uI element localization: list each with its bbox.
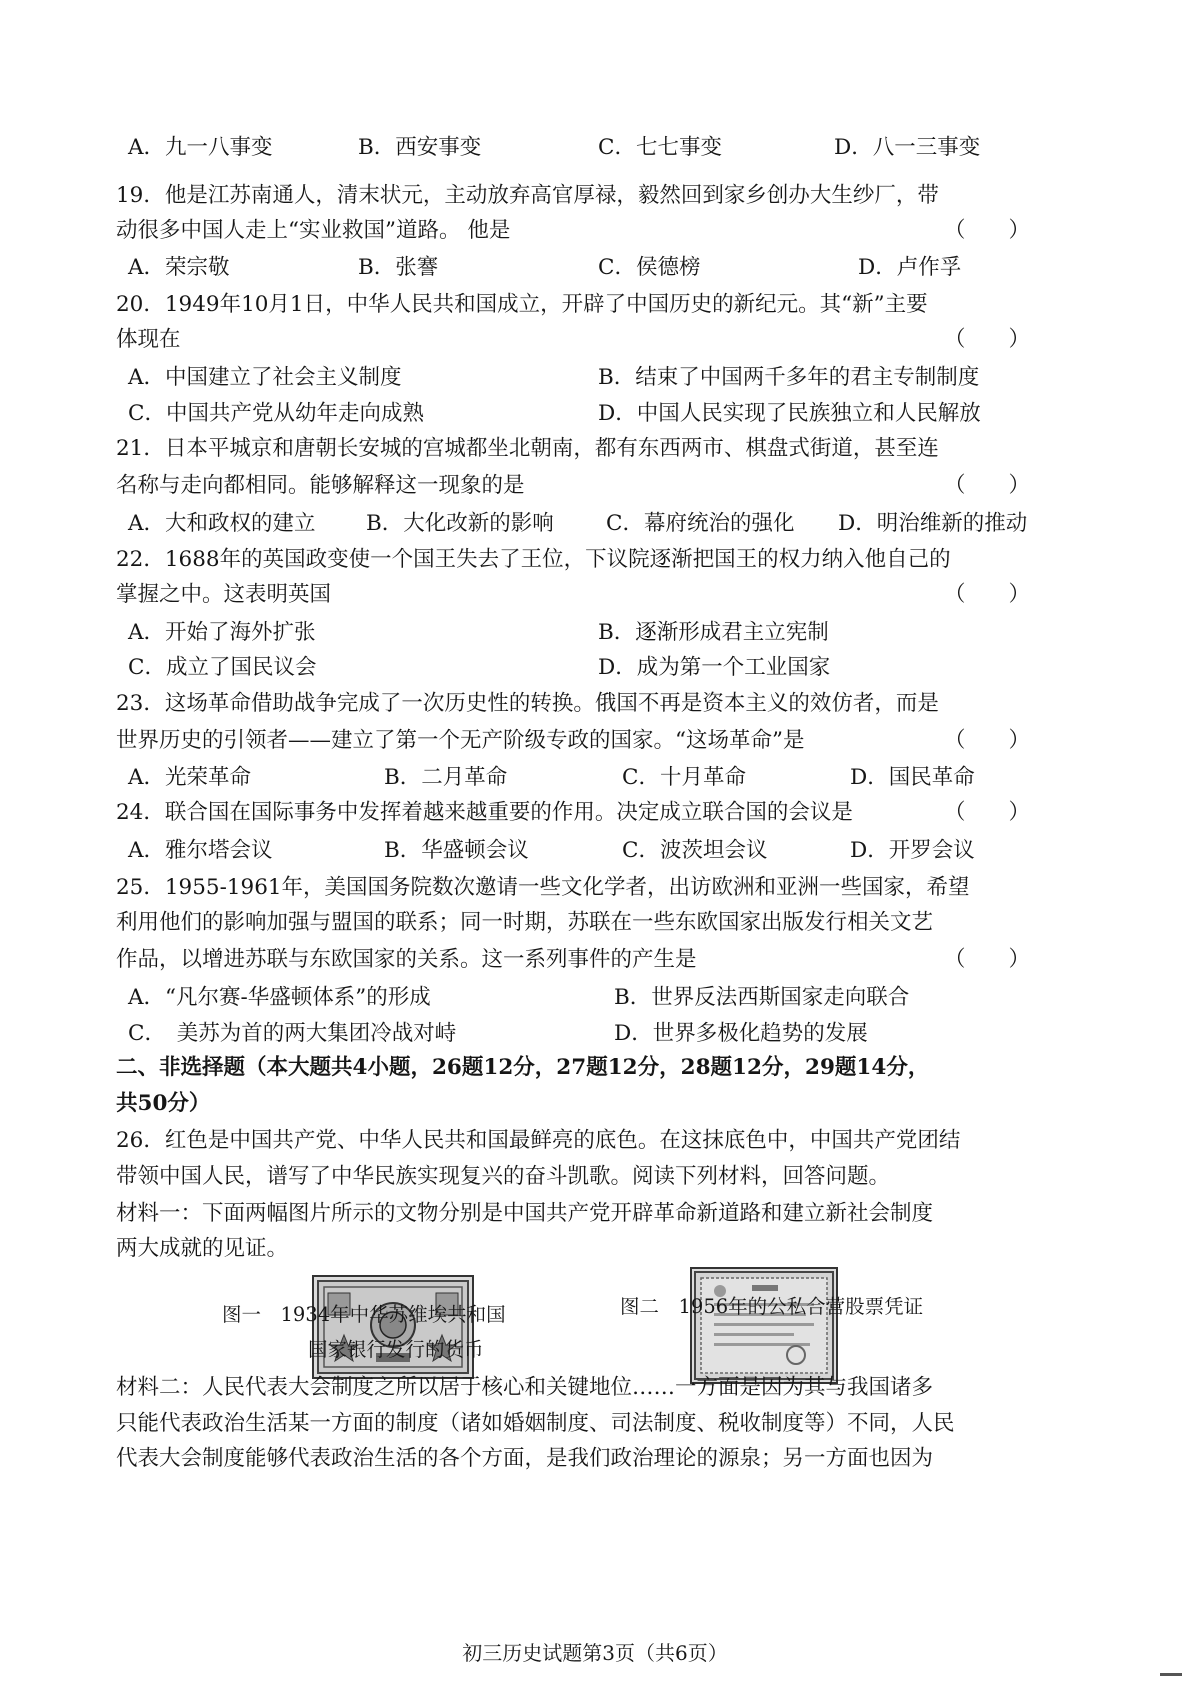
q19-option-a: A．荣宗敬 [128,255,230,280]
q19-answer-paren: （ ） [944,218,1031,243]
q21-line2: 名称与走向都相同。能够解释这一现象的是 [116,473,525,498]
q19-option-b: B．张謇 [358,255,439,280]
q20-option-c: C．中国共产党从幼年走向成熟 [128,401,424,426]
q24-option-c: C．波茨坦会议 [622,838,768,863]
figure-2-stock-certificate-image [690,1267,838,1384]
q25-options-row2 [0,1016,1190,1050]
q23-answer-paren: （ ） [944,728,1031,753]
q25-line3: 作品，以增进苏联与东欧国家的关系。这一系列事件的产生是 [116,947,697,972]
q20-answer-paren: （ ） [944,327,1031,352]
q19-option-c: C．侯德榜 [598,255,701,280]
figure-1-banknote-image [312,1275,474,1379]
corner-mark [1160,1659,1182,1676]
q25-option-c: C． 美苏为首的两大集团冷战对峙 [128,1021,457,1046]
q25-option-d: D．世界多极化趋势的发展 [614,1021,868,1046]
section-2-heading: 二、非选择题（本大题共4小题，26题12分，27题12分，28题12分，29题14分， [116,1055,930,1080]
banknote-illustration [314,1277,472,1377]
material-2-line3: 代表大会制度能够代表政治生活的各个方面，是我们政治理论的源泉；另一方面也因为 [116,1446,934,1471]
q22-option-d: D．成为第一个工业国家 [598,655,831,680]
q22-line2: 掌握之中。这表明英国 [116,582,332,607]
q20-option-b: B．结束了中国两千多年的君主专制制度 [598,365,980,390]
q24-line1: 24．联合国在国际事务中发挥着越来越重要的作用。决定成立联合国的会议是 [116,800,853,825]
q21-options [0,506,1190,540]
material-2-line2: 只能代表政治生活某一方面的制度（诸如婚姻制度、司法制度、税收制度等）不同，人民 [116,1411,955,1436]
q25-line2: 利用他们的影响加强与盟国的联系；同一时期，苏联在一些东欧国家出版发行相关文艺 [116,910,934,935]
figure-1-caption: 图一 1934年中华苏维埃共和国 [222,1303,506,1326]
q24-option-d: D．开罗会议 [850,838,975,863]
q25-answer-paren: （ ） [944,947,1031,972]
material-2-line1: 材料二：人民代表大会制度之所以居于核心和关键地位……一方面是因为其与我国诸多 [116,1375,934,1400]
q20-line2: 体现在 [116,327,181,352]
q23-options [0,760,1190,794]
q24-option-b: B．华盛顿会议 [384,838,529,863]
material-1-line2: 两大成就的见证。 [116,1236,289,1261]
q23-line2: 世界历史的引领者——建立了第一个无产阶级专政的国家。“这场革命”是 [116,728,805,753]
q18-option-c: C．七七事变 [598,135,722,160]
q19-line1: 19．他是江苏南通人，清末状元，主动放弃高官厚禄，毅然回到家乡创办大生纱厂，带 [116,183,939,208]
q25-option-b: B．世界反法西斯国家走向联合 [614,985,910,1010]
q21-line1: 21．日本平城京和唐朝长安城的宫城都坐北朝南，都有东西两市、棋盘式街道，甚至连 [116,436,939,461]
q21-answer-paren: （ ） [944,473,1031,498]
q21-option-c: C．幕府统治的强化 [606,511,795,536]
q23-option-c: C．十月革命 [622,765,746,790]
q22-option-b: B．逐渐形成君主立宪制 [598,620,829,645]
q20-option-a: A．中国建立了社会主义制度 [128,365,402,390]
q19-line2: 动很多中国人走上“实业救国”道路。 他是 [116,218,511,243]
q18-option-d: D．八一三事变 [834,135,981,160]
q22-options-row1 [0,615,1190,649]
q22-answer-paren: （ ） [944,582,1031,607]
q26-line2: 带领中国人民，谱写了中华民族实现复兴的奋斗凯歌。阅读下列材料，回答问题。 [116,1164,891,1189]
q22-option-a: A．开始了海外扩张 [128,620,316,645]
q21-option-b: B．大化改新的影响 [366,511,554,536]
q23-option-d: D．国民革命 [850,765,975,790]
certificate-illustration [692,1269,836,1382]
q18-option-a: A．九一八事变 [128,135,273,160]
q19-option-d: D．卢作孚 [858,255,962,280]
q22-options-row2 [0,650,1190,684]
q20-option-d: D．中国人民实现了民族独立和人民解放 [598,401,981,426]
q18-option-b: B．西安事变 [358,135,482,160]
q18-options [0,130,1190,164]
q25-options-row1 [0,980,1190,1014]
q21-option-a: A．大和政权的建立 [128,511,316,536]
q20-line1: 20．1949年10月1日，中华人民共和国成立，开辟了中国历史的新纪元。其“新”主要 [116,292,928,317]
q26-line1: 26．红色是中国共产党、中华人民共和国最鲜亮的底色。在这抹底色中，中国共产党团结 [116,1128,961,1153]
page-footer: 初三历史试题第3页（共6页） [462,1641,728,1665]
q24-options [0,833,1190,867]
q23-option-a: A．光荣革命 [128,765,252,790]
q19-options [0,250,1190,284]
q22-option-c: C．成立了国民议会 [128,655,317,680]
q20-options-row2 [0,396,1190,430]
q25-line1: 25．1955-1961年，美国国务院数次邀请一些文化学者，出访欧洲和亚洲一些国家，希望 [116,875,970,900]
figure-1-caption-cont: 国家银行发行的货币 [308,1338,484,1361]
q20-options-row1 [0,360,1190,394]
q21-option-d: D．明治维新的推动 [838,511,1028,536]
section-2-heading-cont: 共50分） [116,1091,211,1116]
q22-line1: 22．1688年的英国政变使一个国王失去了王位，下议院逐渐把国王的权力纳入他自己的 [116,547,951,572]
q23-option-b: B．二月革命 [384,765,508,790]
q24-option-a: A．雅尔塔会议 [128,838,273,863]
q25-option-a: A．“凡尔赛-华盛顿体系”的形成 [128,985,431,1010]
q24-answer-paren: （ ） [944,800,1031,825]
q23-line1: 23．这场革命借助战争完成了一次历史性的转换。俄国不再是资本主义的效仿者，而是 [116,691,939,716]
material-1-line1: 材料一：下面两幅图片所示的文物分别是中国共产党开辟革命新道路和建立新社会制度 [116,1201,934,1226]
figure-2-caption: 图二 1956年的公私合营股票凭证 [620,1295,924,1318]
